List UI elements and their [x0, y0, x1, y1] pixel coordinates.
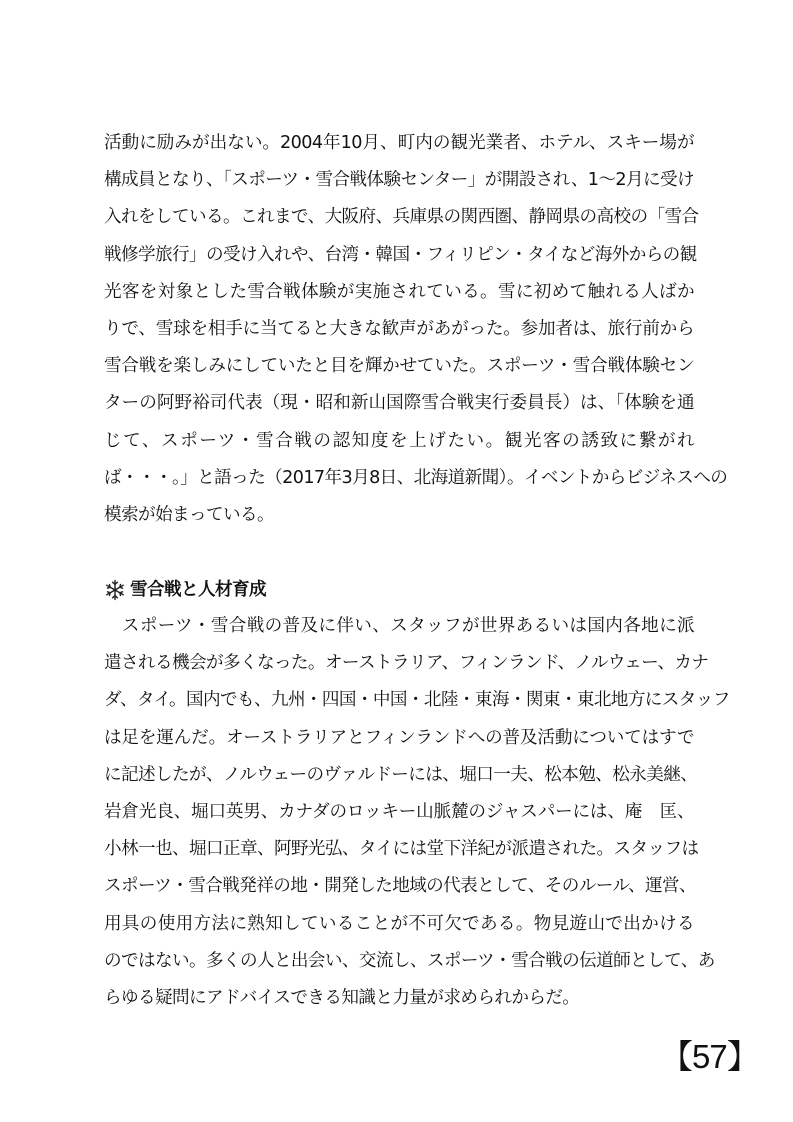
- section-heading: [104, 573, 266, 607]
- text-line: らゆる疑問にアドバイスできる知識と力量が求められからだ。: [104, 987, 580, 1008]
- text-line: 構成員となり、「スポーツ・雪合戦体験センター」が開設され、1～2月に受け: [104, 170, 694, 191]
- snowflake-icon: [104, 579, 126, 601]
- page-number: 【57】: [660, 1038, 759, 1075]
- text-line: スポーツ・雪合戦発祥の地・開発した地域の代表として、そのルール、運営、: [104, 876, 696, 897]
- text-line: りで、雪球を相手に当てると大きな歓声があがった。参加者は、旅行前から: [104, 318, 694, 339]
- text-line: 小林一也、堀口正章、阿野光弘、タイには堂下洋紀が派遣された。スタッフは: [104, 839, 699, 860]
- text-line: 活動に励みが出ない。2004年10月、町内の観光業者、ホテル、スキー場が: [104, 133, 694, 153]
- text-line: のではない。多くの人と出会い、交流し、スポーツ・雪合戦の伝道師として、あ: [104, 950, 715, 971]
- text-line: 模索が始まっている。: [104, 504, 274, 525]
- text-line: 用具の使用方法に熟知していることが不可欠である。物見遊山で出かける: [104, 913, 694, 934]
- text-line: 雪合戦を楽しみにしていたと目を輝かせていた。スポーツ・雪合戦体験セン: [104, 356, 694, 377]
- body-paragraph-1: [104, 125, 728, 534]
- text-line: 光客を対象とした雪合戦体験が実施されている。雪に初めて触れる人ばか: [104, 281, 694, 302]
- text-line: 遣される機会が多くなった。オーストラリア、フィンランド、ノルウェー、カナ: [104, 653, 709, 674]
- text-line: 岩倉光良、堀口英男、カナダのロッキー山脈麓のジャスパーには、庵 匡、: [104, 801, 694, 822]
- text-line: スポーツ・雪合戦の普及に伴い、スタッフが世界あるいは国内各地に派: [104, 616, 694, 636]
- text-line: 戦修学旅行」の受け入れや、台湾・韓国・フィリピン・タイなど海外からの観: [104, 244, 697, 265]
- text-line: は足を運んだ。オーストラリアとフィンランドへの普及活動についてはすで: [104, 727, 694, 748]
- text-line: 入れをしている。これまで、大阪府、兵庫県の関西圏、静岡県の高校の「雪合: [104, 207, 699, 228]
- text-line: ば・・・。」と語った（2017年3月8日、北海道新聞）。イベントからビジネスへの: [104, 467, 728, 488]
- section-heading-text: 雪合戦と人材育成: [130, 580, 266, 600]
- text-line: ダ、タイ。国内でも、九州・四国・中国・北陸・東海・関東・東北地方にスタッフ: [104, 690, 730, 711]
- text-line: じて、スポーツ・雪合戦の認知度を上げたい。観光客の誘致に繋がれ: [104, 430, 694, 451]
- body-paragraph-2: [104, 608, 730, 1017]
- text-line: ターの阿野裕司代表（現・昭和新山国際雪合戦実行委員長）は、「体験を通: [104, 393, 694, 414]
- text-line: に記述したが、ノルウェーのヴァルドーには、堀口一夫、松本勉、松永美継、: [104, 764, 698, 785]
